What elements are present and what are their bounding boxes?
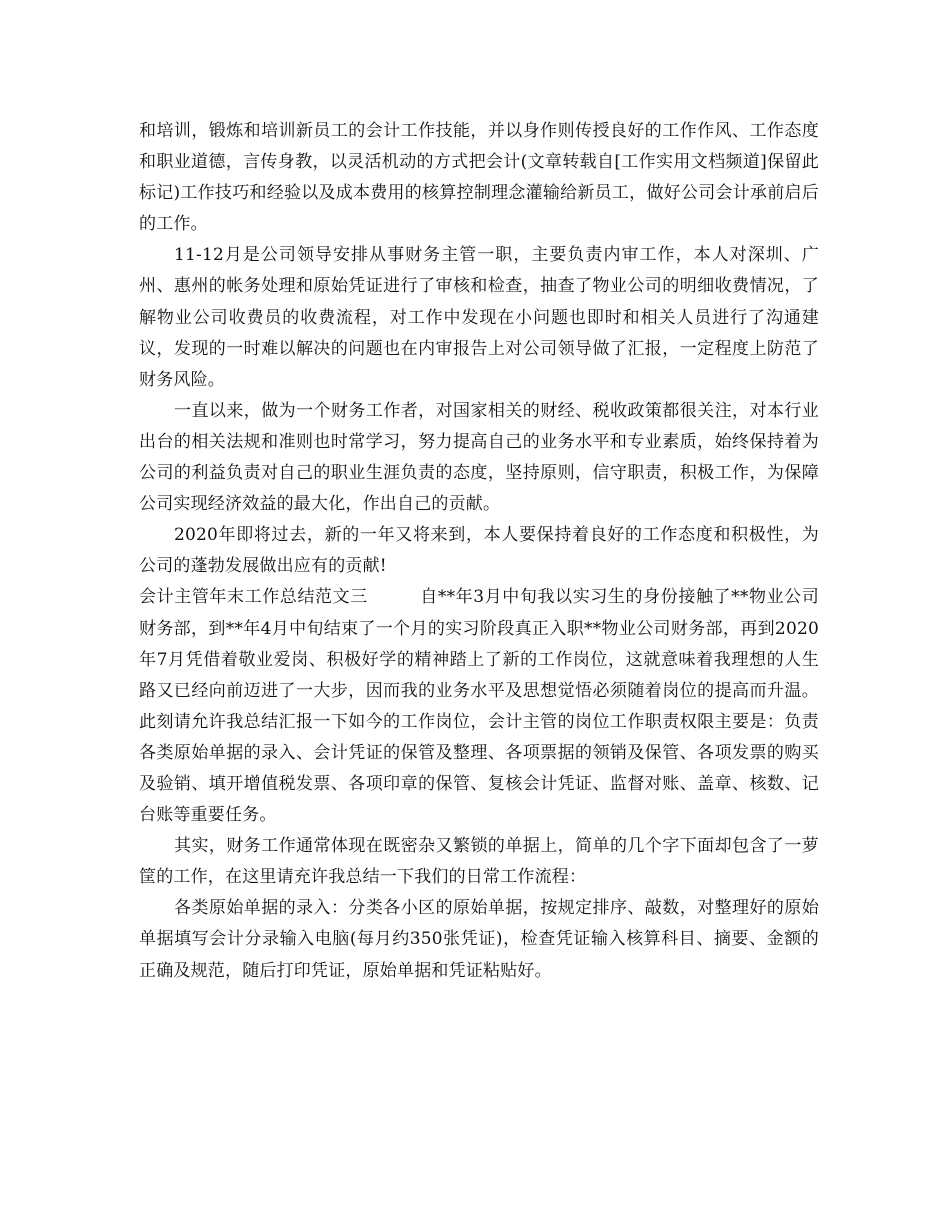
paragraph-2: 11-12月是公司领导安排从事财务主管一职，主要负责内审工作，本人对深圳、广州、惠州的帐务处理和原始凭证进行了审核和检查，抽查了物业公司的明细收费情况，了解物业公司收费员的收费流程，对工作中发现在小问题也即时和相关人员进行了沟通建议，发现的一时难以解决的问题也在内审报告上对公司领导做了汇报，一定程度上防范了财务风险。 [139, 245, 819, 390]
document-body [139, 116, 819, 987]
paragraph-5: 其实，财务工作通常体现在既密杂又繁锁的单据上，简单的几个字下面却包含了一萝筐的工作，在这里请充许我总结一下我们的日常工作流程： [139, 836, 819, 888]
paragraph-3: 一直以来，做为一个财务工作者，对国家相关的财经、税收政策都很关注，对本行业出台的相关法规和准则也时常学习，努力提高自己的业务水平和专业素质，始终保持着为公司的利益负责对自己的职业生涯负责的态度，坚持原则，信守职责，积极工作，为保障公司实现经济效益的最大化，作出自己的贡献。 [139, 400, 819, 515]
section-intro: 自**年3月中旬我以实习生的身份接触了**物业公司财务部，到**年4月中旬结束了一个月的实习阶段真正入职**物业公司财务部，再到2020年7月凭借着敬业爱岗、积极好学的精神踏上了新的工作岗位，这就意味着我理想的人生路又已经向前迈进了一大步，因而我的业务水平及思想觉悟必须随着岗位的提高而升温。此刻请允许我总结汇报一下如今的工作岗位，会计主管的岗位工作职责权限主要是：负责各类原始单据的录入、会计凭证的保管及整理、各项票据的领销及保管、各项发票的购买及验销、填开增值税发票、各项印章的保管、复核会计凭证、监督对账、盖章、核数、记台账等重要任务。 [139, 587, 819, 826]
paragraph-1: 和培训，锻炼和培训新员工的会计工作技能，并以身作则传授良好的工作作风、工作态度和职业道德，言传身教，以灵活机动的方式把会计(文章转载自[工作实用文档频道]保留此标记)工作技巧和经验以及成本费用的核算控制理念灌输给新员工，做好公司会计承前启后的工作。 [139, 121, 819, 235]
section-title: 会计主管年末工作总结范文三 [139, 587, 368, 608]
section-paragraph [139, 582, 819, 831]
paragraph-6: 各类原始单据的录入：分类各小区的原始单据，按规定排序、敲数，对整理好的原始单据填写会计分录输入电脑(每月约350张凭证)，检查凭证输入核算科目、摘要、金额的正确及规范，随后打印凭证，原始单据和凭证粘贴好。 [139, 898, 819, 981]
paragraph-4: 2020年即将过去，新的一年又将来到，本人要保持着良好的工作态度和积极性，为公司的蓬勃发展做出应有的贡献! [139, 525, 819, 577]
